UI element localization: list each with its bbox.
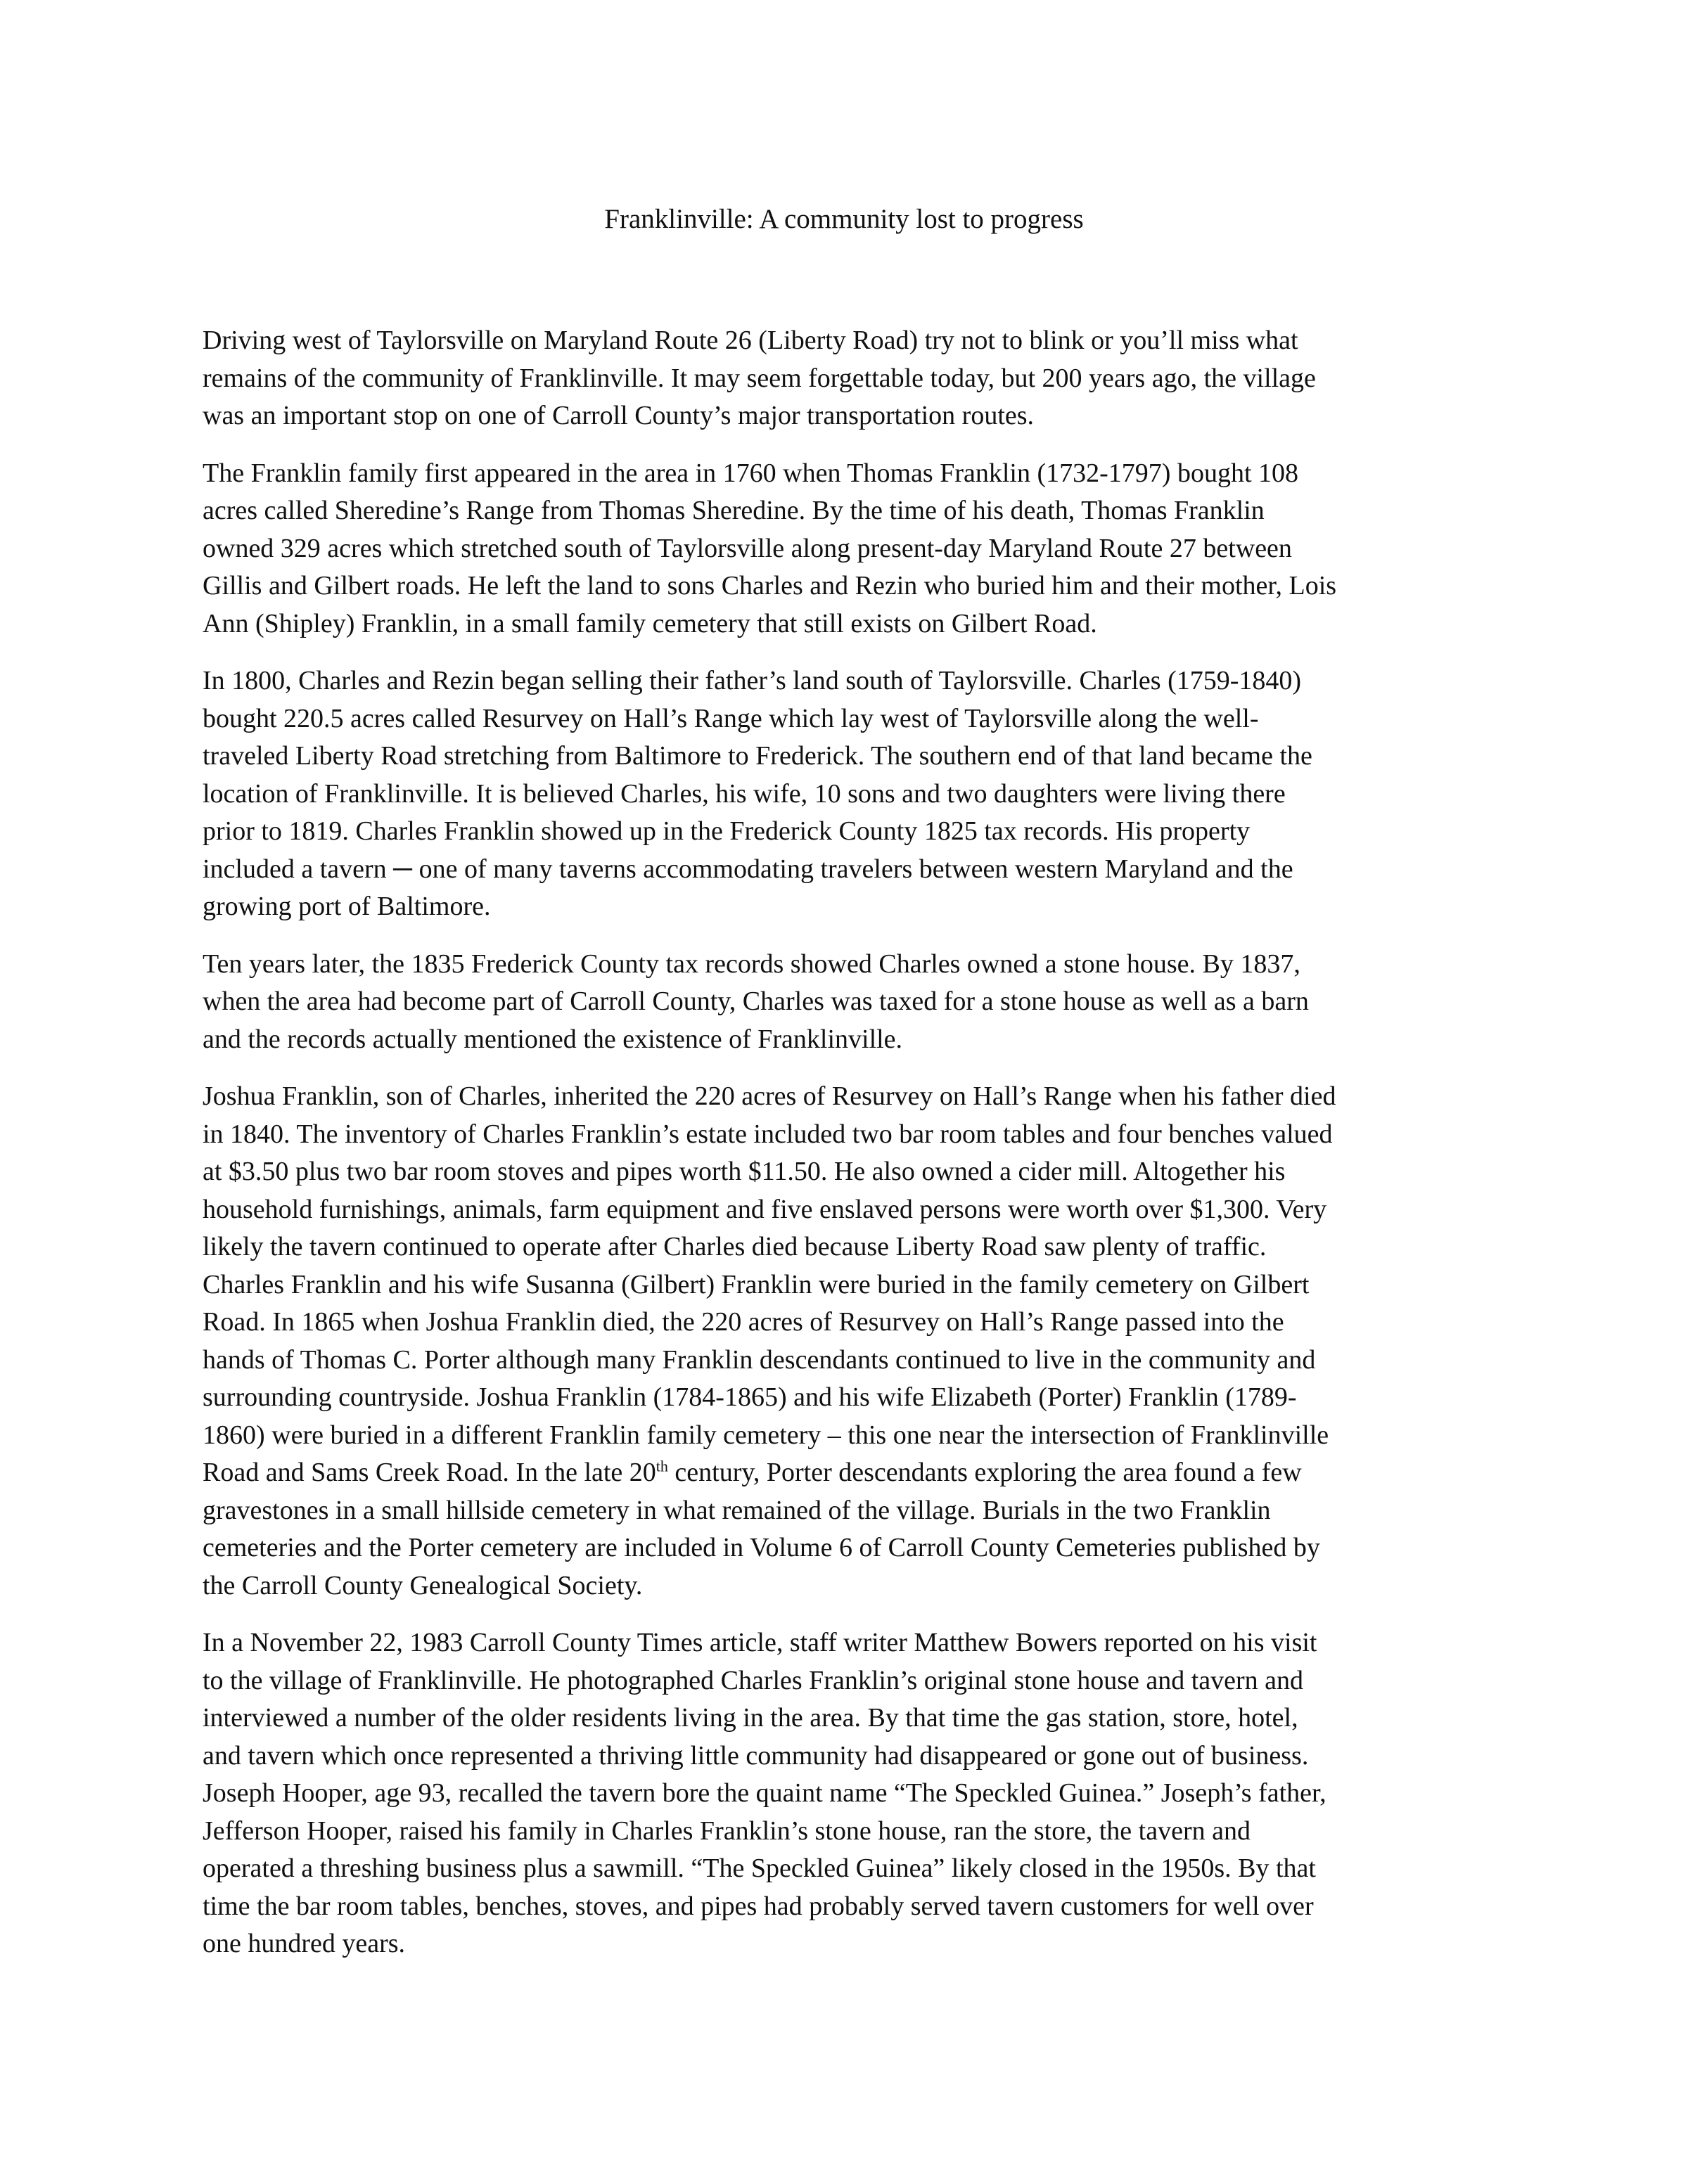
text-line: interviewed a number of the older residents living in the area. By that time the gas station, store, hotel,: [203, 1703, 1298, 1733]
text-line: growing port of Baltimore.: [203, 892, 491, 921]
text-line: operated a threshing business plus a sawmill. “The Speckled Guinea” likely closed in the 1950s. By that: [203, 1854, 1316, 1883]
text-line: remains of the community of Franklinville. It may seem forgettable today, but 200 years ago, the village: [203, 363, 1316, 393]
text-line: household furnishings, animals, farm equipment and five enslaved persons were worth over $1,300. Very: [203, 1194, 1327, 1224]
text-line: included a tavern ─ one of many taverns accommodating travelers between western Maryland and the: [203, 854, 1293, 884]
text-line: was an important stop on one of Carroll County’s major transportation routes.: [203, 401, 1035, 430]
text-line: In a November 22, 1983 Carroll County Times article, staff writer Matthew Bowers reported on his visit: [203, 1628, 1317, 1657]
paragraph-3: [203, 662, 1511, 926]
article-body: [203, 322, 1511, 1983]
text-line: In 1800, Charles and Rezin began selling their father’s land south of Taylorsville. Charles (1759-1840): [203, 666, 1302, 695]
text-line: to the village of Franklinville. He photographed Charles Franklin’s original stone house and tavern and: [203, 1665, 1304, 1695]
text-line-with-superscript: [203, 1454, 1511, 1492]
text-line: bought 220.5 acres called Resurvey on Hall’s Range which lay west of Taylorsville along the well-: [203, 703, 1259, 733]
text-line: time the bar room tables, benches, stoves, and pipes had probably served tavern customers for well over: [203, 1891, 1314, 1921]
text-line: The Franklin family first appeared in the area in 1760 when Thomas Franklin (1732-1797) bought 108: [203, 458, 1298, 488]
text-line: Road. In 1865 when Joshua Franklin died, the 220 acres of Resurvey on Hall’s Range passed into the: [203, 1307, 1284, 1337]
text-line: Joshua Franklin, son of Charles, inherited the 220 acres of Resurvey on Hall’s Range when his father died: [203, 1081, 1336, 1111]
document-title: Franklinville: A community lost to progress: [604, 204, 1084, 234]
text-line: likely the tavern continued to operate after Charles died because Liberty Road saw plenty of traffic.: [203, 1232, 1267, 1261]
text-line: prior to 1819. Charles Franklin showed up in the Frederick County 1825 tax records. His property: [203, 816, 1251, 846]
text-line: Joseph Hooper, age 93, recalled the tavern bore the quaint name “The Speckled Guinea.” Joseph’s father,: [203, 1778, 1326, 1808]
text-line: hands of Thomas C. Porter although many Franklin descendants continued to live in the community and: [203, 1344, 1316, 1375]
paragraph-4: [203, 946, 1511, 1059]
text-segment: century, Porter descendants exploring the area found a few: [667, 1458, 1302, 1487]
text-line: Jefferson Hooper, raised his family in Charles Franklin’s stone house, ran the store, the tavern and: [203, 1816, 1251, 1846]
text-segment: Road and Sams Creek Road. In the late 20: [203, 1458, 656, 1487]
text-line: when the area had become part of Carroll County, Charles was taxed for a stone house as well as a barn: [203, 987, 1309, 1016]
paragraph-2: [203, 455, 1511, 643]
text-line: Ten years later, the 1835 Frederick County tax records showed Charles owned a stone house. By 1837,: [203, 949, 1300, 979]
text-line: acres called Sheredine’s Range from Thomas Sheredine. By the time of his death, Thomas Franklin: [203, 496, 1265, 525]
text-line: one hundred years.: [203, 1929, 406, 1958]
paragraph-6: [203, 1624, 1511, 1963]
text-line: surrounding countryside. Joshua Franklin (1784-1865) and his wife Elizabeth (Porter) Franklin (1789-: [203, 1382, 1297, 1412]
text-line: Ann (Shipley) Franklin, in a small family cemetery that still exists on Gilbert Road.: [203, 608, 1097, 638]
text-line: Charles Franklin and his wife Susanna (Gilbert) Franklin were buried in the family cemetery on Gilbert: [203, 1269, 1310, 1299]
text-line: the Carroll County Genealogical Society.: [203, 1570, 643, 1600]
paragraph-1: [203, 322, 1511, 435]
text-line: and the records actually mentioned the existence of Franklinville.: [203, 1024, 903, 1054]
text-line: Gillis and Gilbert roads. He left the land to sons Charles and Rezin who buried him and their mother, Lois: [203, 571, 1337, 600]
text-line: owned 329 acres which stretched south of Taylorsville along present-day Maryland Route 27 between: [203, 533, 1292, 563]
text-line: cemeteries and the Porter cemetery are included in Volume 6 of Carroll County Cemeteries published by: [203, 1533, 1320, 1562]
text-line: traveled Liberty Road stretching from Baltimore to Frederick. The southern end of that land became the: [203, 741, 1312, 771]
text-line: gravestones in a small hillside cemetery in what remained of the village. Burials in the two Franklin: [203, 1495, 1271, 1525]
text-line: Driving west of Taylorsville on Maryland Route 26 (Liberty Road) try not to blink or you’ll miss what: [203, 326, 1298, 355]
text-line: in 1840. The inventory of Charles Franklin’s estate included two bar room tables and four benches valued: [203, 1119, 1333, 1149]
text-line: and tavern which once represented a thriving little community had disappeared or gone out of business.: [203, 1740, 1309, 1771]
paragraph-5: [203, 1078, 1511, 1605]
text-line: at $3.50 plus two bar room stoves and pipes worth $11.50. He also owned a cider mill. Altogether his: [203, 1157, 1286, 1186]
text-line: 1860) were buried in a different Franklin family cemetery – this one near the intersection of Franklinville: [203, 1420, 1329, 1450]
text-line: location of Franklinville. It is believed Charles, his wife, 10 sons and two daughters were living there: [203, 778, 1286, 809]
ordinal-superscript: th: [656, 1457, 668, 1475]
